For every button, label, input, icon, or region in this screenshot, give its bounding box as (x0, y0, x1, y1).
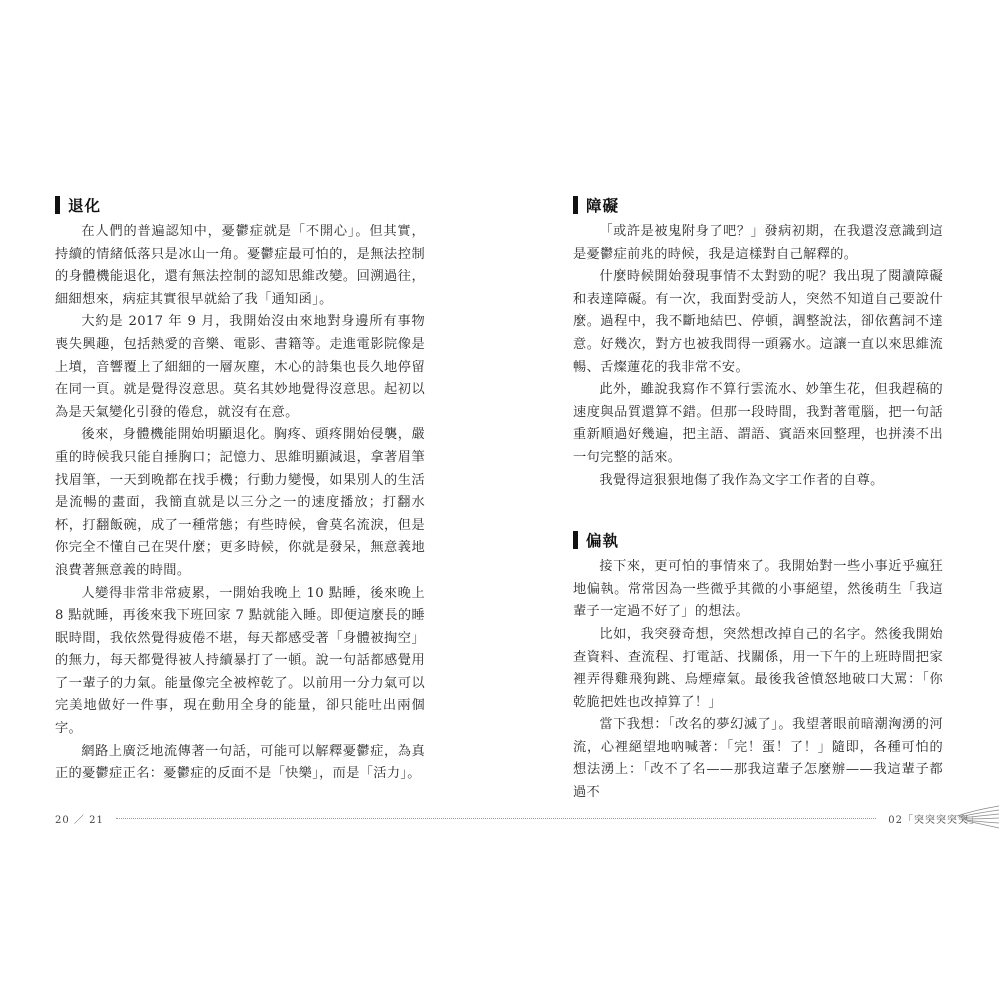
paragraph: 在人們的普遍認知中，憂鬱症就是「不開心」。但其實，持續的情緒低落只是冰山一角。憂鬱症最可怕的，是無法控制的身體機能退化，還有無法控制的認知思維改變。回溯過往，細細想來，病症其實很早就給了我「通知函」。 (55, 224, 425, 307)
paragraph: 網路上廣泛地流傳著一句話，可能可以解釋憂鬱症，為真正的憂鬱症正名：憂鬱症的反面不是「快樂」，而是「活力」。 (55, 743, 425, 782)
decorative-lines-icon (955, 802, 1000, 832)
page-footer (55, 811, 980, 825)
section-heading (573, 193, 943, 217)
heading-marker (573, 196, 578, 214)
section-title: 偏執 (586, 532, 620, 551)
section-title: 障礙 (586, 197, 620, 215)
footer-dotted-rule (116, 818, 876, 819)
section-paranoia (573, 528, 943, 805)
paragraph: 我覺得這狠狠地傷了我作為文字工作者的自尊。 (599, 472, 884, 488)
paragraph: 什麼時候開始發現事情不太對勁的呢？我出現了閱讀障礙和表達障礙。有一次，我面對受訪人，突然不知道自己要說什麼。過程中，我不斷地結巴、停頓，調整說法，卻依舊詞不達意。好幾次，對方也被我問得一頭霧水。這讓一直以來思維流暢、舌燦蓮花的我非常不安。 (573, 269, 943, 375)
heading-marker (55, 196, 60, 214)
section-heading (55, 193, 425, 217)
section-regression (55, 193, 425, 786)
left-page-column (55, 193, 425, 786)
paragraph: 大約是 2017 年 9 月，我開始沒由來地對身邊所有事物喪失興趣，包括熱愛的音樂、電影、書籍等。走進電影院像是上墳，音響覆上了細細的一層灰塵，木心的詩集也長久地停留在同一頁。就是覺得沒意思。莫名其妙地覺得沒意思。起初以為是天氣變化引發的倦怠，就沒有在意。 (55, 314, 425, 420)
paragraph: 接下來，更可怕的事情來了。我開始對一些小事近乎瘋狂地偏執。常常因為一些微乎其微的小事絕望，然後萌生「我這輩子一定過不好了」的想法。 (573, 559, 943, 620)
section-obstacle (573, 193, 943, 492)
paragraph: 當下我想：「改名的夢幻滅了」。我望著眼前暗潮洶湧的河流，心裡絕望地吶喊著：「完！蛋！了！」隨即，各種可怕的想法湧上：「改不了名——那我這輩子怎麼辦——我這輩子都過不 (573, 717, 943, 801)
right-page-column (573, 193, 943, 805)
section-heading (573, 528, 943, 552)
heading-marker (573, 531, 578, 549)
paragraph: 比如，我突發奇想，突然想改掉自己的名字。然後我開始查資料、查流程、打電話、找關係，用一下午的上班時間把家裡弄得雞飛狗跳、烏煙瘴氣。最後我爸憤怒地破口大罵：「你乾脆把姓也改掉算了！」 (573, 626, 943, 710)
paragraph: 人變得非常非常疲累，一開始我晚上 10 點睡，後來晚上 8 點就睡，再後來我下班回家 7 點就能入睡。即便這麼長的睡眠時間，我依然覺得疲倦不堪，每天都感受著「身體被掏空」的無力，每天都覺得被人持續暴打了一頓。說一句話都感覺用了一輩子的力氣。能量像完全被榨乾了。以前用一分力氣可以完美地做好一件事，現在動用全身的能量，卻只能吐出兩個字。 (55, 585, 425, 737)
paragraph: 「或許是被鬼附身了吧？」發病初期，在我還沒意識到這是憂鬱症前兆的時候，我是這樣對自己解釋的。 (573, 224, 943, 262)
section-title: 退化 (68, 197, 102, 215)
chapter-label: 02「突突突突突」 (888, 814, 980, 826)
paragraph: 後來，身體機能開始明顯退化。胸疼、頭疼開始侵襲，嚴重的時候我只能自捶胸口；記憶力、思維明顯減退，拿著眉筆找眉筆，一天到晚都在找手機；行動力變慢，如果別人的生活是流暢的畫面，我簡直就是以三分之一的速度播放；打翻水杯，打翻飯碗，成了一種常態；有些時候，會莫名流淚，但是你完全不懂自己在哭什麼；更多時候，你就是發呆，無意義地浪費著無意義的時間。 (55, 427, 425, 578)
page-numbers: 20 ／ 21 (55, 814, 104, 826)
paragraph: 此外，雖說我寫作不算行雲流水、妙筆生花，但我趕稿的速度與品質還算不錯。但那一段時間，我對著電腦，把一句話重新順過好幾遍，把主語、謂語、賓語來回整理，也拼湊不出一句完整的話來。 (573, 382, 943, 465)
